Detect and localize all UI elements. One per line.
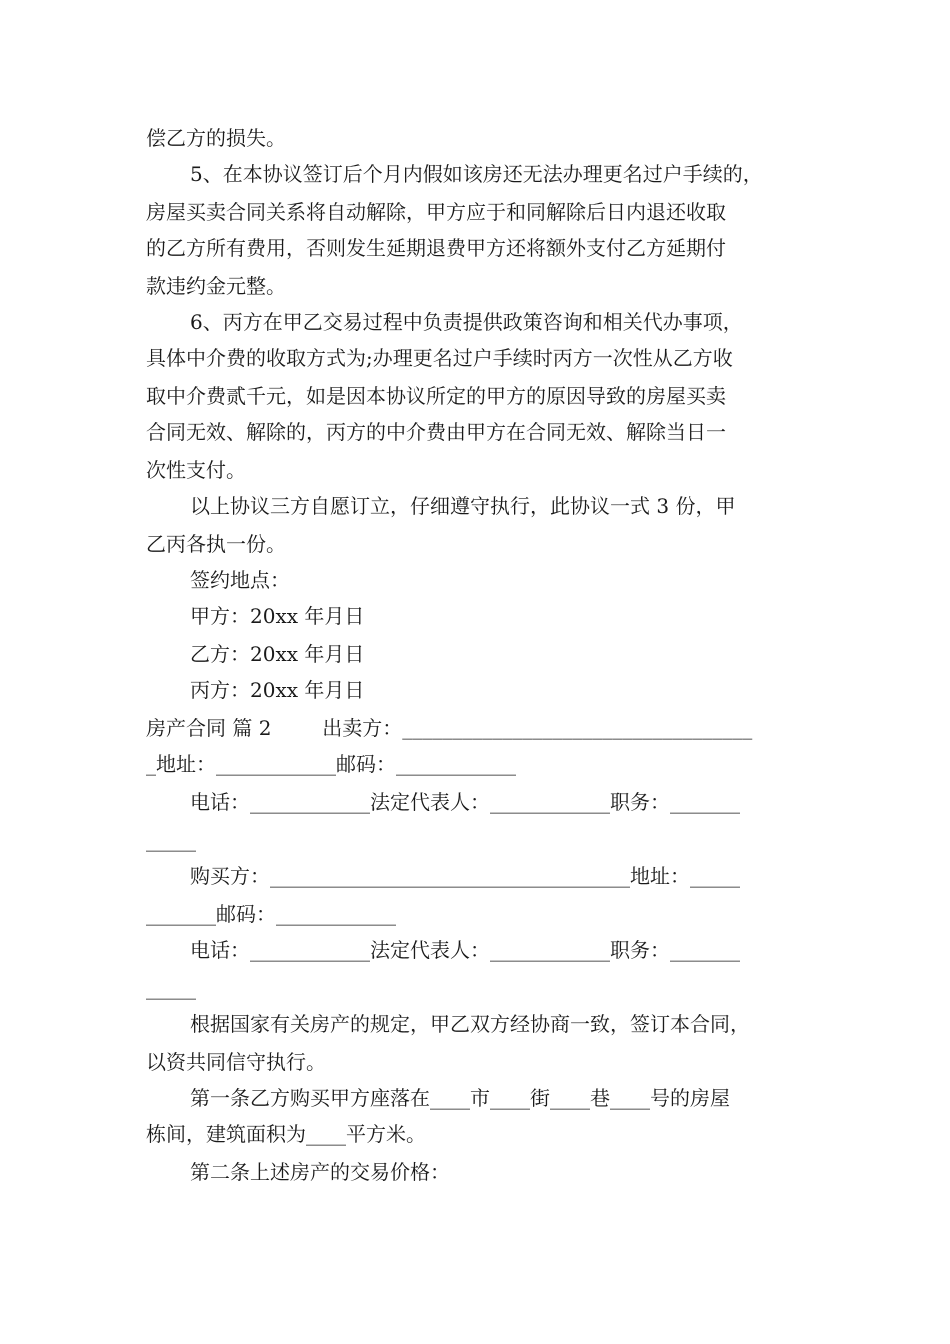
text-line: 5、在本协议签订后个月内假如该房还无法办理更名过户手续的，	[190, 162, 763, 186]
text-line: 合同无效、解除的，丙方的中介费由甲方在合同无效、解除当日一	[146, 420, 726, 444]
section-heading-line: 房产合同 篇 2 出卖方：___________________________________	[146, 716, 753, 740]
text-line: _____	[146, 976, 196, 1000]
text-line: 具体中介费的收取方式为;办理更名过户手续时丙方一次性从乙方收	[146, 346, 733, 370]
text-line: 次性支付。	[146, 458, 246, 482]
text-line: 电话：____________法定代表人：____________职务：_______	[190, 938, 740, 962]
text-line: 乙丙各执一份。	[146, 532, 286, 556]
text-line: 6、丙方在甲乙交易过程中负责提供政策咨询和相关代办事项，	[190, 310, 743, 334]
text-line: _______邮码：____________	[146, 902, 396, 926]
text-line: 取中介费贰千元，如是因本协议所定的甲方的原因导致的房屋买卖	[146, 384, 726, 408]
text-line: 款违约金元整。	[146, 274, 286, 298]
text-line: 的乙方所有费用，否则发生延期退费甲方还将额外支付乙方延期付	[146, 236, 726, 260]
text-line: 第一条乙方购买甲方座落在____市____街____巷____号的房屋	[190, 1086, 730, 1110]
text-line: 偿乙方的损失。	[146, 126, 286, 150]
text-line: _地址：____________邮码：____________	[146, 752, 516, 776]
text-line: _____	[146, 828, 196, 852]
text-line: 购买方：____________________________________地址：_____	[190, 864, 740, 888]
text-line: 电话：____________法定代表人：____________职务：_______	[190, 790, 740, 814]
text-line: 以资共同信守执行。	[146, 1050, 326, 1074]
text-line: 房屋买卖合同关系将自动解除，甲方应于和同解除后日内退还收取	[146, 200, 726, 224]
text-line: 根据国家有关房产的规定，甲乙双方经协商一致，签订本合同，	[190, 1012, 750, 1036]
text-line: 以上协议三方自愿订立，仔细遵守执行，此协议一式 3 份，甲	[190, 494, 736, 518]
text-line: 甲方：20xx 年月日	[190, 604, 365, 628]
text-line: 第二条上述房产的交易价格：	[190, 1160, 450, 1184]
text-line: 栋间，建筑面积为____平方米。	[146, 1122, 426, 1146]
text-line: 签约地点：	[190, 568, 290, 592]
text-line: 丙方：20xx 年月日	[190, 678, 365, 702]
text-line: 乙方：20xx 年月日	[190, 642, 365, 666]
